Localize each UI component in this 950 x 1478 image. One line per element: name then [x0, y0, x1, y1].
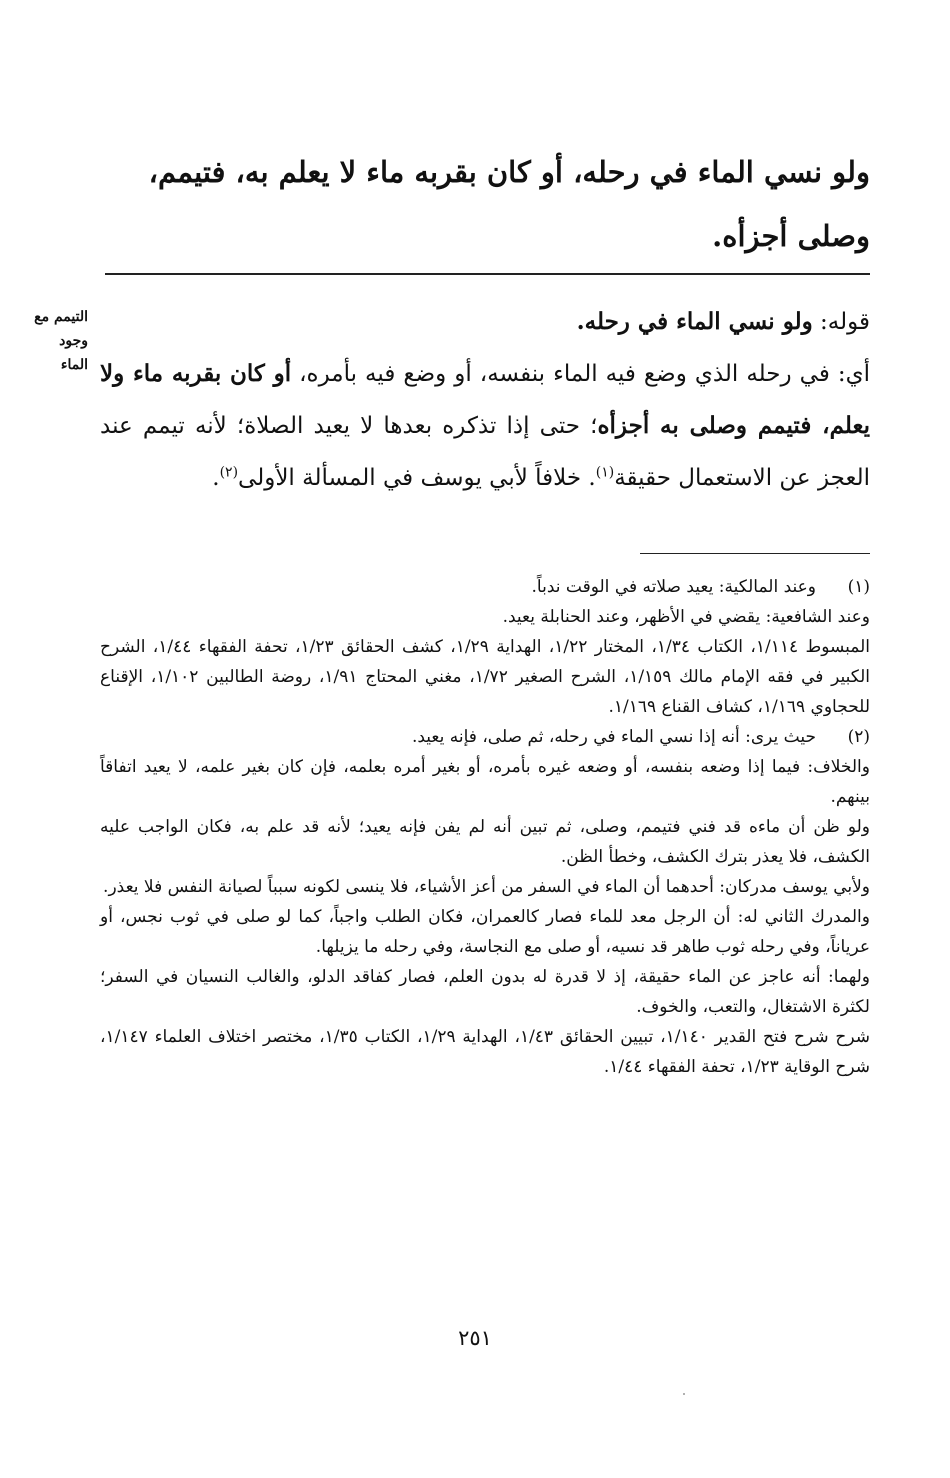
footnote-divider [640, 553, 870, 554]
footnote-2-number: (٢) [847, 727, 870, 747]
footnote-1-number: (١) [847, 577, 870, 597]
footnote-2-line-5: والمدرك الثاني له: أن الرجل معد للماء فصار كالعمران، فكان الطلب واجباً، كما لو صلى في ثوب نجس، أو عرياناً، وفي رحله ثوب طاهر قد نسيه، أو صلى مع النجاسة، وفي رحله ما يزيلها. [100, 907, 870, 957]
qawluhu-quote: ولو نسي الماء في رحله. [576, 308, 813, 335]
matn-line-1: ولو نسي الماء في رحله، أو كان بقربه ماء لا يعلم به، فتيمم، [148, 155, 870, 189]
qawluhu-label: قوله: [812, 309, 870, 335]
scan-speck [683, 1393, 685, 1395]
explanation-part-1: أي: في رحله الذي وضع فيه الماء بنفسه، أو وضع فيه بأمره، [291, 361, 870, 387]
footnote-2-line-3: ولو ظن أن ماءه قد فني فتيمم، وصلى، ثم تبين أنه لم يفن فإنه يعيد؛ لأنه قد علم به، فكان الواجب عليه الكشف، فلا يعذر بترك الكشف، وخطأ الظن. [100, 817, 870, 867]
footnote-2-line-4: ولأبي يوسف مدركان: أحدهما أن الماء في السفر من أعز الأشياء، فلا ينسى لكونه سبباً لصيانة النفس فلا يعذر. [103, 877, 870, 897]
footnote-2-line-1: حيث يرى: أنه إذا نسي الماء في رحله، ثم صلى، فإنه يعيد. [411, 727, 816, 747]
explanation-part-2: ؛ حتى إذا تذكره بعدها لا يعيد الصلاة؛ لأنه تيمم عند العجز عن الاستعمال حقيقة [100, 413, 870, 491]
footnote-1-line-1: وعند المالكية: يعيد صلاته في الوقت ندباً. [531, 577, 816, 597]
matn-line-2: وصلى أجزأه. [712, 219, 870, 253]
footnote-2-references: شرح شرح فتح القدير ١/١٤٠، تبيين الحقائق ١/٤٣، الهداية ١/٢٩، الكتاب ١/٣٥، مختصر اختلاف العلماء ١/١٤٧، شرح الوقاية ١/٢٣، تحفة الفقهاء ١/٤٤. [100, 1027, 871, 1077]
explanation-end: . [212, 465, 220, 491]
footnote-2-line-6: ولهما: أنه عاجز عن الماء حقيقة، إذ لا قدرة له بدون العلم، فصار كفاقد الدلو، والغالب النسيان في السفر؛ لكثرة الاشتغال، والتعب، والخوف. [100, 967, 871, 1017]
footnote-2-line-2: والخلاف: فيما إذا وضعه بنفسه، أو وضعه غيره بأمره، أو بغير أمره بعلمه، فإن كان بغير علمه، لا يعيد اتفاقاً بينهم. [100, 757, 870, 807]
footnote-2 [100, 722, 870, 1082]
explanation-part-3: . خلافاً لأبي يوسف في المسألة الأولى [238, 465, 596, 491]
margin-heading-line-1: التيمم مع [34, 309, 88, 325]
explanation-bold: أو كان بقربه ماء ولا يعلم، فتيمم وصلى به أجزأه [100, 360, 871, 439]
margin-heading-line-3: الماء [60, 357, 88, 373]
footnote-1-line-2: وعند الشافعية: يقضي في الأظهر، وعند الحنابلة يعيد. [502, 607, 870, 627]
footnote-ref-1[interactable]: (١) [595, 464, 615, 481]
footnote-1 [100, 572, 870, 722]
qawluhu-paragraph [100, 296, 870, 348]
matn-divider [105, 273, 870, 275]
margin-heading-line-2: وجود [59, 333, 88, 349]
footnote-1-references: المبسوط ١/١١٤، الكتاب ١/٣٤، المختار ١/٢٢، الهداية ١/٢٩، كشف الحقائق ١/٢٣، تحفة الفقهاء ١/٤٤، الشرح الكبير في فقه الإمام مالك ١/١٥٩، الشرح الصغير ١/٧٢، مغني المحتاج ١/٩١، روضة الطالبين ١/١٠٢، الإقناع للحجاوي ١/١٦٩، كشاف القناع ١/١٦٩. [100, 637, 871, 717]
footnote-ref-2[interactable]: (٢) [219, 464, 239, 481]
explanation-paragraph [100, 348, 870, 504]
margin-heading [8, 305, 88, 377]
footnotes [100, 572, 870, 1082]
page-number: ٢٥١ [458, 1326, 492, 1350]
sharh-text [100, 296, 870, 504]
matn-text [100, 140, 870, 268]
